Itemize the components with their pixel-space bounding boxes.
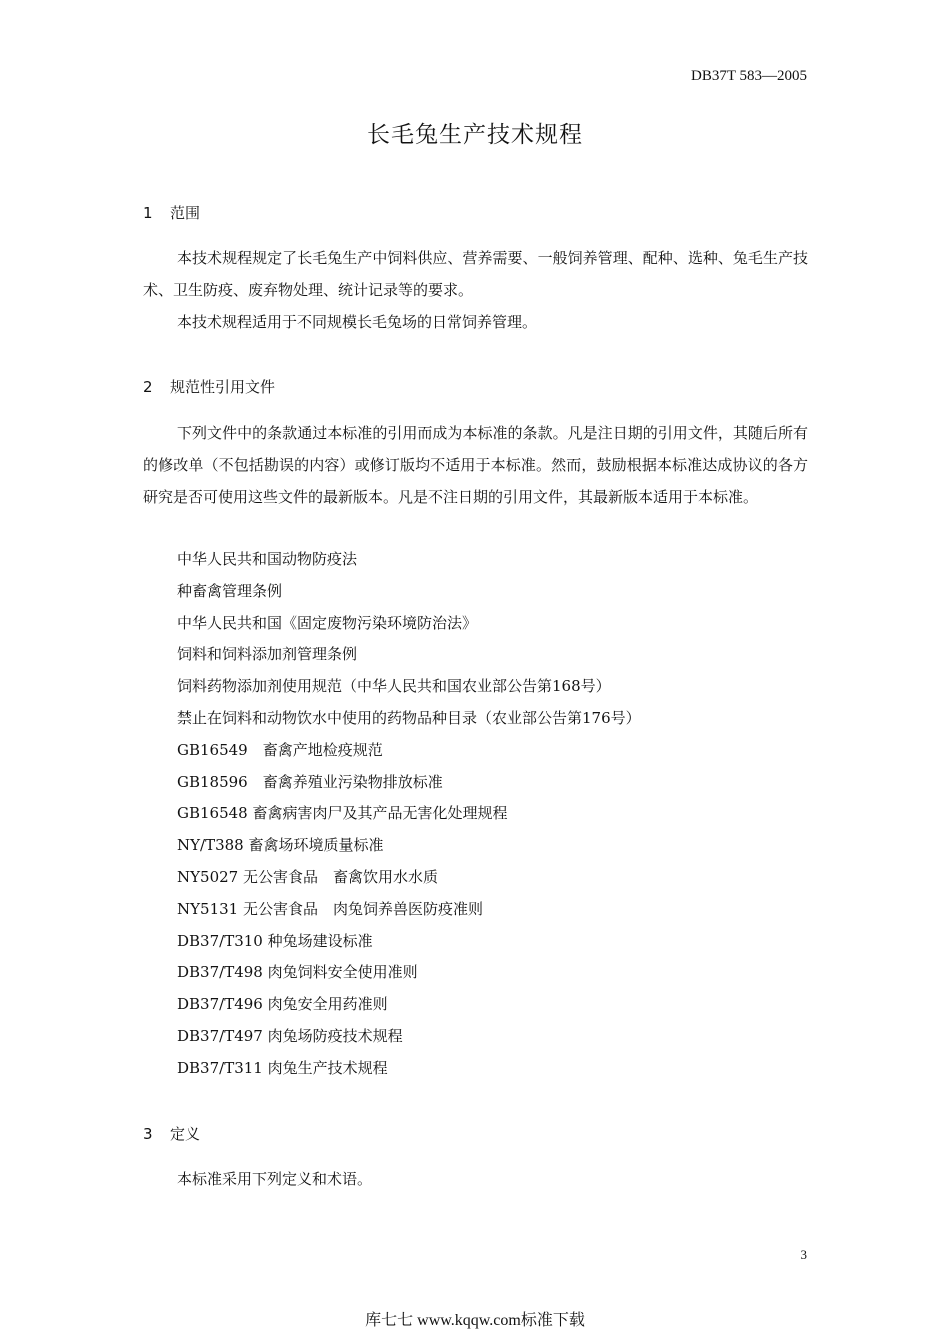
reference-item: GB16548 畜禽病害肉尸及其产品无害化处理规程 (177, 804, 508, 823)
section-title: 范围 (170, 204, 201, 222)
section-3-paragraph-1: 本标准采用下列定义和术语。 (177, 1170, 373, 1188)
reference-item: NY5027 无公害食品 畜禽饮用水水质 (177, 867, 438, 886)
footer-watermark: 库七七 www.kqqw.com标准下载 (365, 1312, 585, 1329)
reference-item: GB16549 畜禽产地检疫规范 (177, 740, 383, 759)
doc-code: DB37T 583—2005 (691, 68, 807, 84)
section-2-heading (143, 376, 275, 397)
section-1-paragraph-2: 本技术规程适用于不同规模长毛兔场的日常饲养管理。 (177, 313, 538, 331)
section-1-heading (143, 202, 200, 223)
reference-item: 中华人民共和国动物防疫法 (177, 550, 358, 568)
reference-item: NY5131 无公害食品 肉兔饲养兽医防疫准则 (177, 899, 483, 918)
reference-item: DB37/T496 肉兔安全用药准则 (177, 995, 388, 1014)
reference-item: NY/T388 畜禽场环境质量标准 (177, 836, 384, 855)
reference-item: DB37/T497 肉兔场防疫技术规程 (177, 1026, 403, 1045)
page-number: 3 (800, 1247, 807, 1262)
reference-item: 饲料药物添加剂使用规范（中华人民共和国农业部公告第168号） (177, 677, 611, 696)
reference-item: DB37/T498 肉兔饲料安全使用准则 (177, 963, 418, 982)
section-3-heading (143, 1123, 200, 1144)
section-2-paragraph-1: 下列文件中的条款通过本标准的引用而成为本标准的条款。凡是注日期的引用文件，其随后所有的修改单（不包括勘误的内容）或修订版均不适用于本标准。然而，鼓励根据本标准达成协议的各方研究是否可使用这些文件的最新版本。凡是不注日期的引用文件，其最新版本适用于本标准。 (143, 424, 808, 506)
section-1-paragraph-1: 本技术规程规定了长毛兔生产中饲料供应、营养需要、一般饲养管理、配种、选种、兔毛生产技术、卫生防疫、废弃物处理、统计记录等的要求。 (143, 249, 808, 299)
section-number: 3 (143, 1125, 153, 1143)
section-number: 2 (143, 378, 153, 396)
reference-item: 中华人民共和国《固定废物污染环境防治法》 (177, 613, 478, 632)
reference-item: 种畜禽管理条例 (177, 581, 283, 600)
reference-item: 禁止在饲料和动物饮水中使用的药物品种目录（农业部公告第176号） (177, 708, 641, 727)
reference-item: DB37/T311 肉兔生产技术规程 (177, 1058, 388, 1077)
section-number: 1 (143, 204, 153, 222)
reference-list (177, 544, 641, 1085)
section-title: 定义 (170, 1125, 201, 1143)
reference-item: 饲料和饲料添加剂管理条例 (177, 645, 358, 664)
reference-item: GB18596 畜禽养殖业污染物排放标准 (177, 772, 443, 791)
page-title: 长毛兔生产技术规程 (367, 122, 583, 148)
section-title: 规范性引用文件 (170, 378, 276, 396)
reference-item: DB37/T310 种兔场建设标准 (177, 931, 373, 950)
